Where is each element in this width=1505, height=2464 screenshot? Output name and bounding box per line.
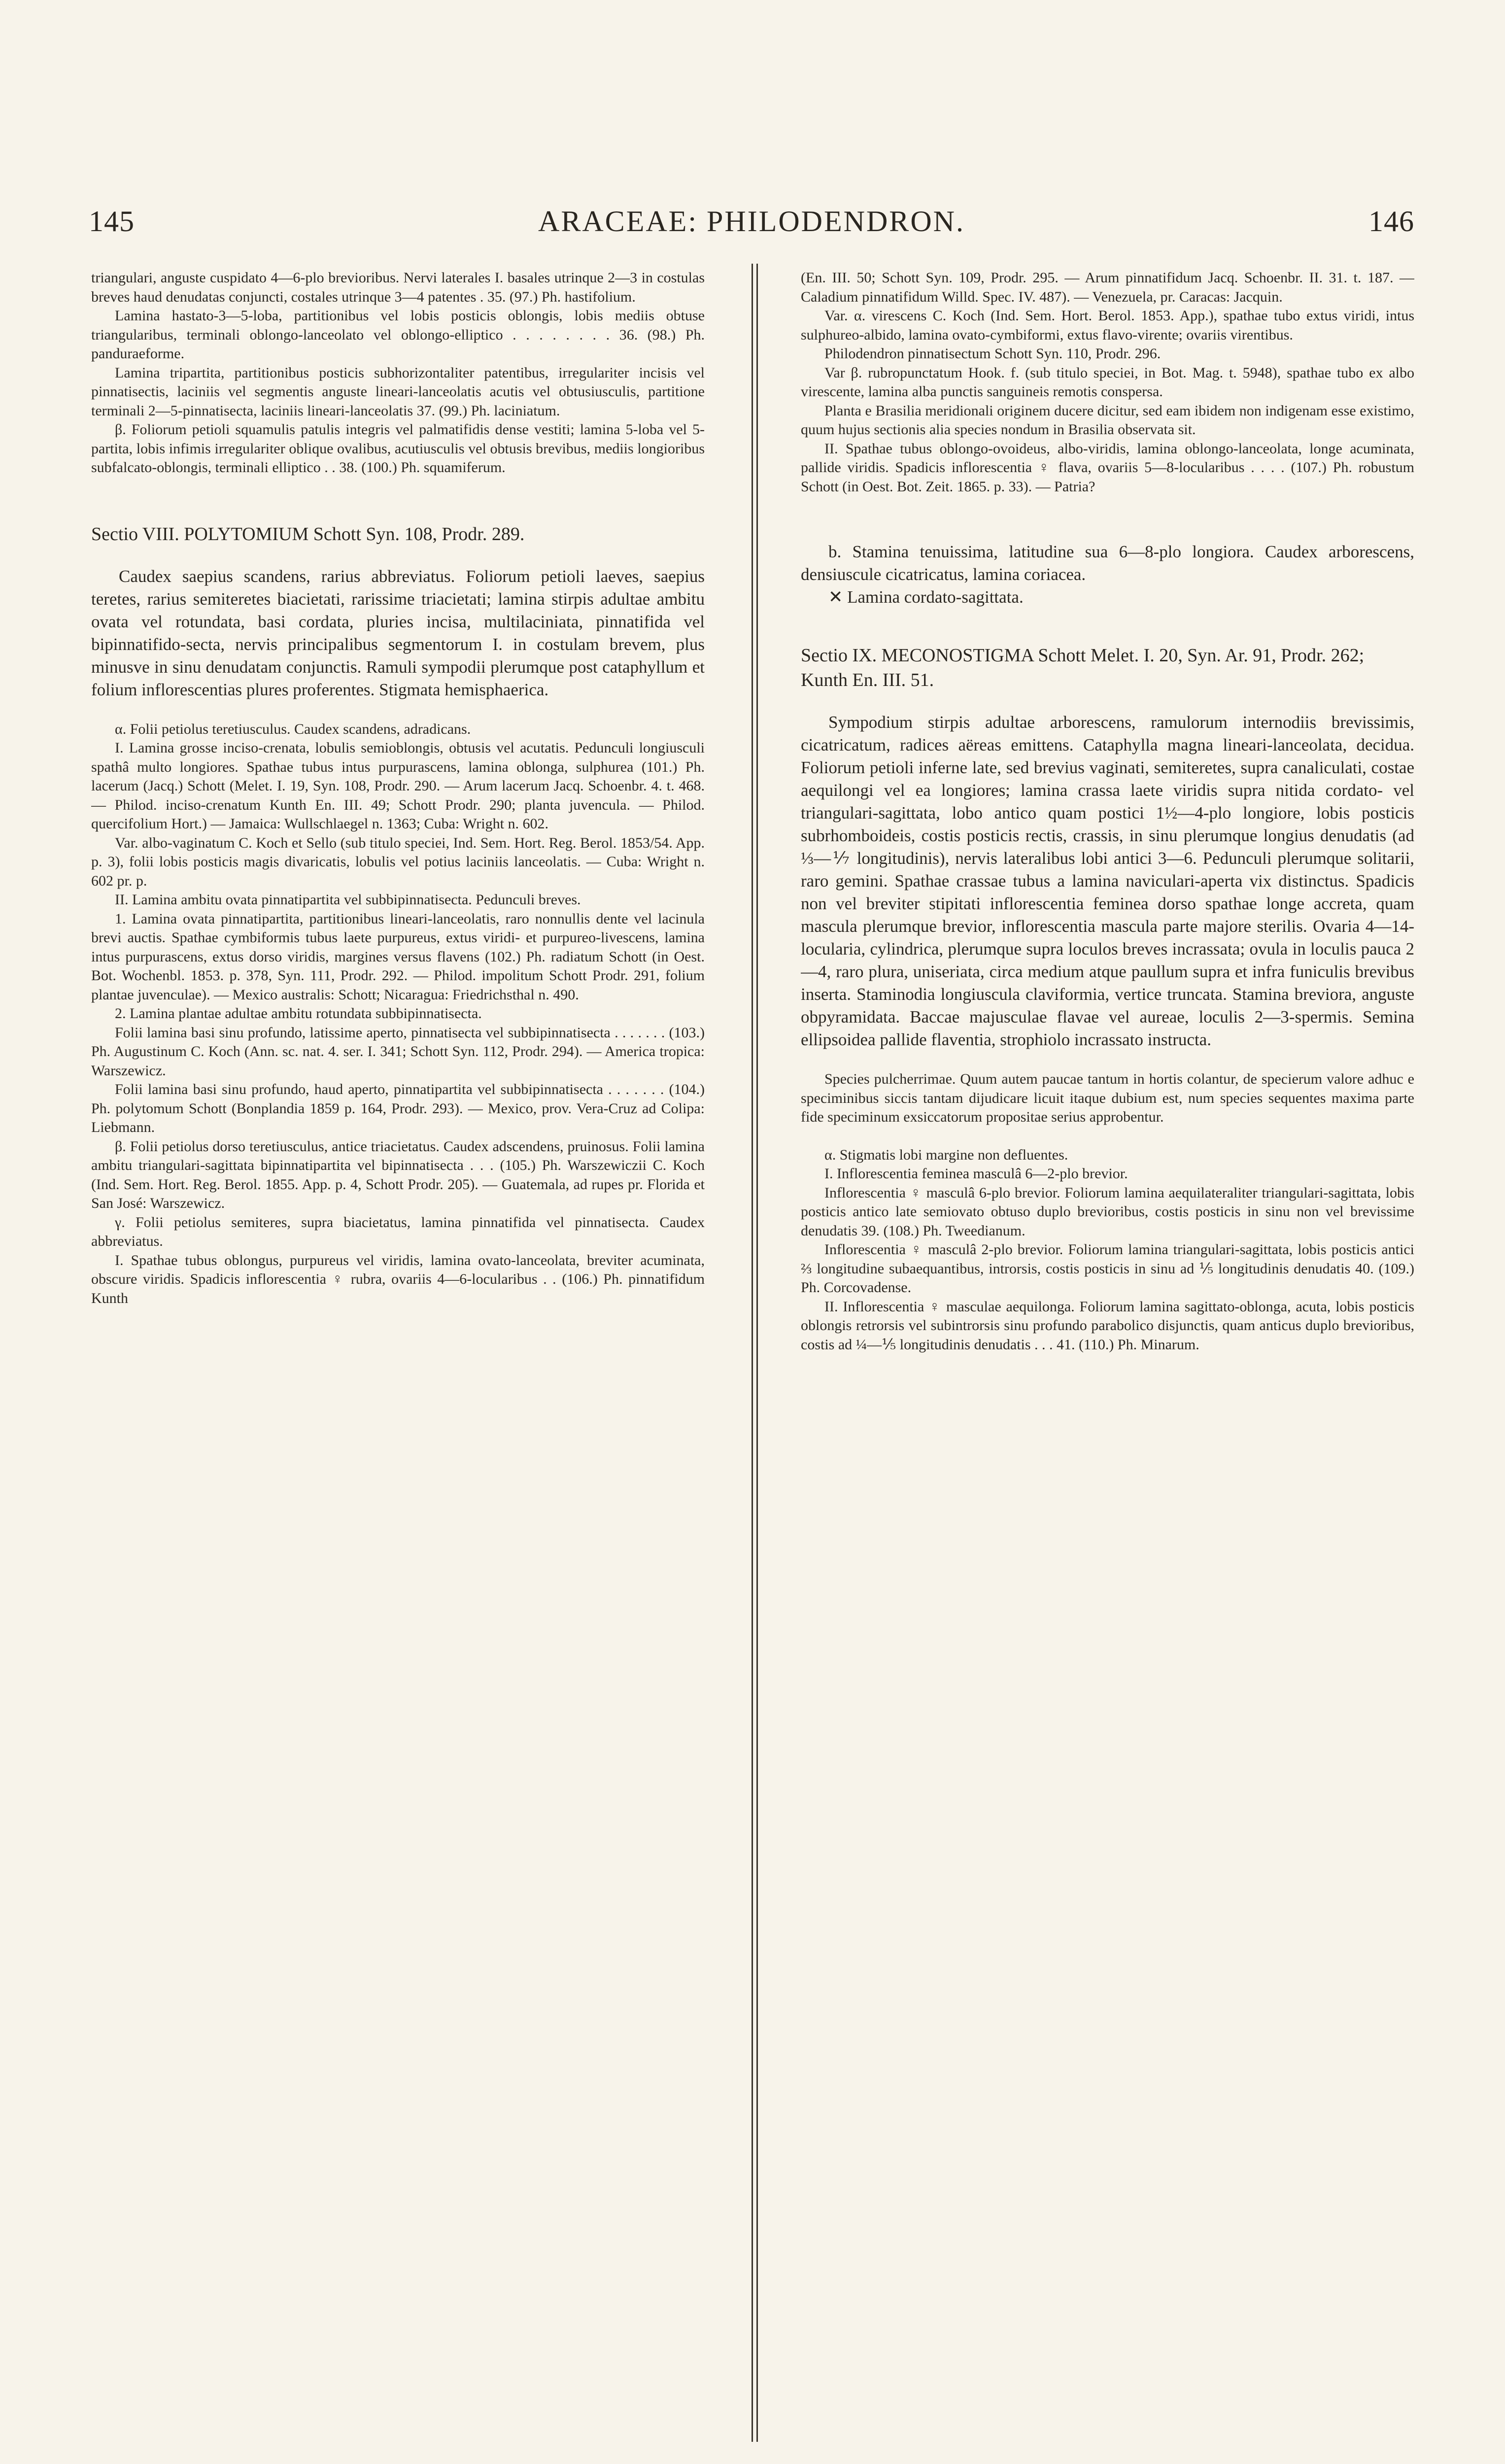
paragraph: I. Lamina grosse inciso-crenata, lobulis semioblongis, obtusis vel acutatis. Pedunculi longiusculi spathâ multo longiores. Spathae tubus intus purpurascens, lamina oblonga, sulphurea (101.) Ph. lacerum (Jacq.) Schott (Melet. I. 19, Syn. 108, Prodr. 290. — Arum lacerum Jacq. Schoenbr. 4. t. 468. — Philod. inciso-crenatum Kunth En. III. 49; Schott Prodr. 290; planta juvencula. — Philod. quercifolium Hort.) — Jamaica: Wullschlaegel n. 1363; Cuba: Wright n. 602. xyxy=(91,740,705,832)
paragraph: α. Stigmatis lobi margine non defluentes. xyxy=(824,1146,1068,1163)
paragraph: ✕ Lamina cordato-sagittata. xyxy=(828,587,1024,607)
paragraph: Folii lamina basi sinu profundo, haud aperto, pinnatipartita vel subbipinnatisecta . . . . . . . (104.) Ph. polytomum Schott (Bonplandia 1859 p. 164, Prodr. 293). — Mexico, prov. Vera-Cruz ad Colipa: Liebmann. xyxy=(91,1081,705,1135)
paragraph: I. Inflorescentia feminea masculâ 6—2-plo brevior. xyxy=(824,1165,1128,1182)
spacer xyxy=(801,1051,1414,1070)
paragraph: Planta e Brasilia meridionali originem ducere dicitur, sed eam ibidem non indigenam esse existimo, quum hujus sectionis alia species nondum in Brasilia observata sit. xyxy=(801,402,1414,438)
paragraph: Lamina tripartita, partitionibus posticis subhorizontaliter patentibus, irregulariter incisis vel pinnatisectis, laciniis vel segmentis anguste lineari-lanceolatis acutis vel obtusiusculis, partitione terminali 2—5-pinnatisecta, laciniis lineari-lanceolatis 37. (99.) Ph. laciniatum. xyxy=(91,364,705,419)
paragraph: Var. α. virescens C. Koch (Ind. Sem. Hort. Berol. 1853. App.), spathae tubo extus viridi, intus sulphureo-albido, lamina ovato-cymbiformi, extus flavo-virente; ovariis virentibus. xyxy=(801,308,1414,343)
left-column xyxy=(91,269,705,2432)
page-number-left: 145 xyxy=(89,205,135,238)
paragraph: 1. Lamina ovata pinnatipartita, partitionibus lineari-lanceolatis, raro nonnullis dente vel lacinula brevi auctis. Spathae cymbiformis tubus laete purpureus, extus viridi- et purpureo-livescens, lamina intus purpurascens, extus dorso viridis, margines versus flavens (102.) Ph. radiatum Schott (in Oest. Bot. Wochenbl. 1853. p. 378, Syn. 111, Prodr. 292. — Philod. impolitum Schott Prodr. 291, folium plantae juvenculae). — Mexico australis: Schott; Nicaragua: Friedrichsthal n. 490. xyxy=(91,910,705,1003)
paragraph: II. Inflorescentia ♀ masculae aequilonga. Foliorum lamina sagittato-oblonga, acuta, lobis posticis oblongis retrorsis vel subintrorsis sinu profundo parabolico disjunctis, quam anticus duplo brevioribus, costis ad ¼—⅕ longitudinis denudatis . . . 41. (110.) Ph. Minarum. xyxy=(801,1298,1414,1353)
paragraph: triangulari, anguste cuspidato 4—6-plo brevioribus. Nervi laterales I. basales utrinque 2—3 in costulas breves haud denudatas conjuncti, costales utrinque 3—4 patentes . 35. (97.) Ph. hastifolium. xyxy=(91,270,705,305)
paragraph: I. Spathae tubus oblongus, purpureus vel viridis, lamina ovato-lanceolata, breviter acuminata, obscure viridis. Spadicis inflorescentia ♀ rubra, ovariis 4—6-locularibus . . (106.) Ph. pinnatifidum Kunth xyxy=(91,1252,705,1306)
column-rule-double xyxy=(756,264,758,2442)
paragraph: (En. III. 50; Schott Syn. 109, Prodr. 295. — Arum pinnatifidum Jacq. Schoenbr. II. 31. t. 187. — Caladium pinnatifidum Willd. Spec. IV. 487). — Venezuela, pr. Caracas: Jacquin. xyxy=(801,270,1414,305)
paragraph: b. Stamina tenuissima, latitudine sua 6—8-plo longiora. Caudex arborescens, densiuscule cicatricatus, lamina coriacea. xyxy=(801,542,1414,584)
paragraph: γ. Folii petiolus semiteres, supra biacietatus, lamina pinnatifida vel pinnatisecta. Caudex abbreviatus. xyxy=(91,1214,705,1249)
paragraph: II. Lamina ambitu ovata pinnatipartita vel subbipinnatisecta. Pedunculi breves. xyxy=(115,891,581,908)
spacer xyxy=(91,547,705,565)
paragraph: Var. albo-vaginatum C. Koch et Sello (sub titulo speciei, Ind. Sem. Hort. Reg. Berol. 1853/54. App. p. 3), folii lobis posticis magis divaricatis, lobulis vel potius laciniis lanceolatis. — Cuba: Wright n. 602 pr. p. xyxy=(91,834,705,889)
running-title: ARACEAE: PHILODENDRON. xyxy=(538,205,965,238)
paragraph: Inflorescentia ♀ masculâ 6-plo brevior. Foliorum lamina aequilateraliter triangulari-sagittata, lobis posticis antico late semiovato obtuso duplo brevioribus, costis posticis in sinu non vel brevissime denudatis 39. (108.) Ph. Tweedianum. xyxy=(801,1184,1414,1239)
section-heading: Sectio VIII. POLYTOMIUM Schott Syn. 108, Prodr. 289. xyxy=(91,523,525,545)
spacer xyxy=(801,692,1414,711)
paragraph: 2. Lamina plantae adultae ambitu rotundata subbipinnatisecta. xyxy=(115,1005,482,1022)
section-heading: Sectio IX. MECONOSTIGMA Schott Melet. I. 20, Syn. Ar. 91, Prodr. 262; Kunth En. III. 51. xyxy=(801,645,1365,690)
paragraph: Sympodium stirpis adultae arborescens, ramulorum internodiis brevissimis, cicatricatum, radices aëreas emittens. Cataphylla magna lineari-lanceolata, decidua. Foliorum petioli inferne late, sed brevius vaginati, semiteretes, supra canaliculati, costae aequilongi vel ea longiores; lamina crassa laete viridis supra nitida cordato- vel triangulari-sagittata, lobo antico quam postici 1½—4-plo longiore, lobis posticis subrhomboideis, costis posticis rectis, crassis, in sinu plerumque longius denudatis (ad ⅓—⅐ longitudinis), nervis lateralibus lobi antici 3—6. Pedunculi plerumque solitarii, raro gemini. Spathae crassae tubus a lamina naviculari-aperta vix distinctus. Spadicis non vel breviter stipitati inflorescentia feminea dorso spathae longe accreta, quam mascula plerumque brevior, inflorescentia mascula parte majore sterilis. Ovaria 4—14-locularia, cylindrica, plerumque supra loculos breves incrassata; ovula in loculis pauca 2—4, raro plura, uniseriata, circa medium atque paullum supra et infra funiculis brevibus inserta. Staminodia longiuscula claviformia, vertice truncata. Stamina breviora, anguste obpyramidata. Baccae majusculae flavae vel aureae, loculis 2—3-spermis. Semina ellipsoidea pallide flaventia, strophiolo incrassato instructa. xyxy=(801,713,1414,1049)
paragraph: β. Foliorum petioli squamulis patulis integris vel palmatifidis dense vestiti; lamina 5-loba vel 5-partita, lobis infimis irregulariter oblique ovalibus, acutiusculis vel obtusis brevibus, mediis longioribus subfalcato-oblongis, terminali elliptico . . 38. (100.) Ph. squamiferum. xyxy=(91,421,705,476)
paragraph: II. Spathae tubus oblongo-ovoideus, albo-viridis, lamina oblongo-lanceolata, longe acuminata, pallide viridis. Spadicis inflorescentia ♀ flava, ovariis 5—8-locularibus . . . . (107.) Ph. robustum Schott (in Oest. Bot. Zeit. 1865. p. 33). — Patria? xyxy=(801,440,1414,495)
spacer xyxy=(801,1127,1414,1146)
spacer xyxy=(801,609,1414,643)
paragraph: Species pulcherrimae. Quum autem paucae tantum in hortis colantur, de specierum valore adhuc e speciminibus siccis tantam dijudicare licuit itaque dubium est, num species sequentes maxima parte fide speciminum exsiccatorum propositae serius approbentur. xyxy=(801,1071,1414,1125)
paragraph: Philodendron pinnatisectum Schott Syn. 110, Prodr. 296. xyxy=(824,345,1161,362)
paragraph: Var β. rubropunctatum Hook. f. (sub titulo speciei, in Bot. Mag. t. 5948), spathae tubo ex albo virescente, lamina alba punctis sanguineis remotis conspersa. xyxy=(801,364,1414,400)
page-header xyxy=(89,205,1414,244)
page-number-right: 146 xyxy=(1368,205,1414,238)
right-column xyxy=(801,269,1414,2432)
spacer xyxy=(91,701,705,720)
paragraph: β. Folii petiolus dorso teretiusculus, antice triacietatus. Caudex adscendens, pruinosus. Folii lamina ambitu triangulari-sagittata bipinnatipartita vel bipinnatisecta . . . (105.) Ph. Warszewiczii C. Koch (Ind. Sem. Hort. Reg. Berol. 1855. App. p. 4, Schott Prodr. 205). — Guatemala, ad rupes pr. Florida et San José: Warszewicz. xyxy=(91,1138,705,1211)
paragraph: α. Folii petiolus teretiusculus. Caudex scandens, adradicans. xyxy=(115,720,471,737)
column-rule xyxy=(752,264,753,2442)
spacer xyxy=(801,496,1414,541)
paragraph: Lamina hastato-3—5-loba, partitionibus vel lobis posticis oblongis, lobis mediis obtuse triangularibus, terminali oblongo-lanceolato vel oblongo-elliptico . . . . . . . . 36. (98.) Ph. panduraeforme. xyxy=(91,308,705,362)
paragraph: Folii lamina basi sinu profundo, latissime aperto, pinnatisecta vel subbipinnatisecta . . . . . . . (103.) Ph. Augustinum C. Koch (Ann. sc. nat. 4. ser. I. 341; Schott Syn. 112, Prodr. 294). — America tropica: Warszewicz. xyxy=(91,1024,705,1079)
spacer xyxy=(91,478,705,522)
paragraph: Caudex saepius scandens, rarius abbreviatus. Foliorum petioli laeves, saepius teretes, rarius semiteretes biacietati, rarissime triacietati; lamina stirpis adultae ambitu ovata vel rotundata, basi cordata, pluries incisa, multilaciniata, pinnatifida vel bipinnatifido-secta, nervis principalibus segmentorum I. in costulam brevem, plus minusve in sinu denudatam conjunctis. Ramuli sympodii plerumque post cataphyllum et folium inflorescentias plures proferentes. Stigmata hemisphaerica. xyxy=(91,566,705,699)
paragraph: Inflorescentia ♀ masculâ 2-plo brevior. Foliorum lamina triangulari-sagittata, lobis posticis antici ⅔ longitudine subaequantibus, introrsis, costis posticis in sinu ad ⅕ longitudinis denudatis 40. (109.) Ph. Corcovadense. xyxy=(801,1241,1414,1296)
